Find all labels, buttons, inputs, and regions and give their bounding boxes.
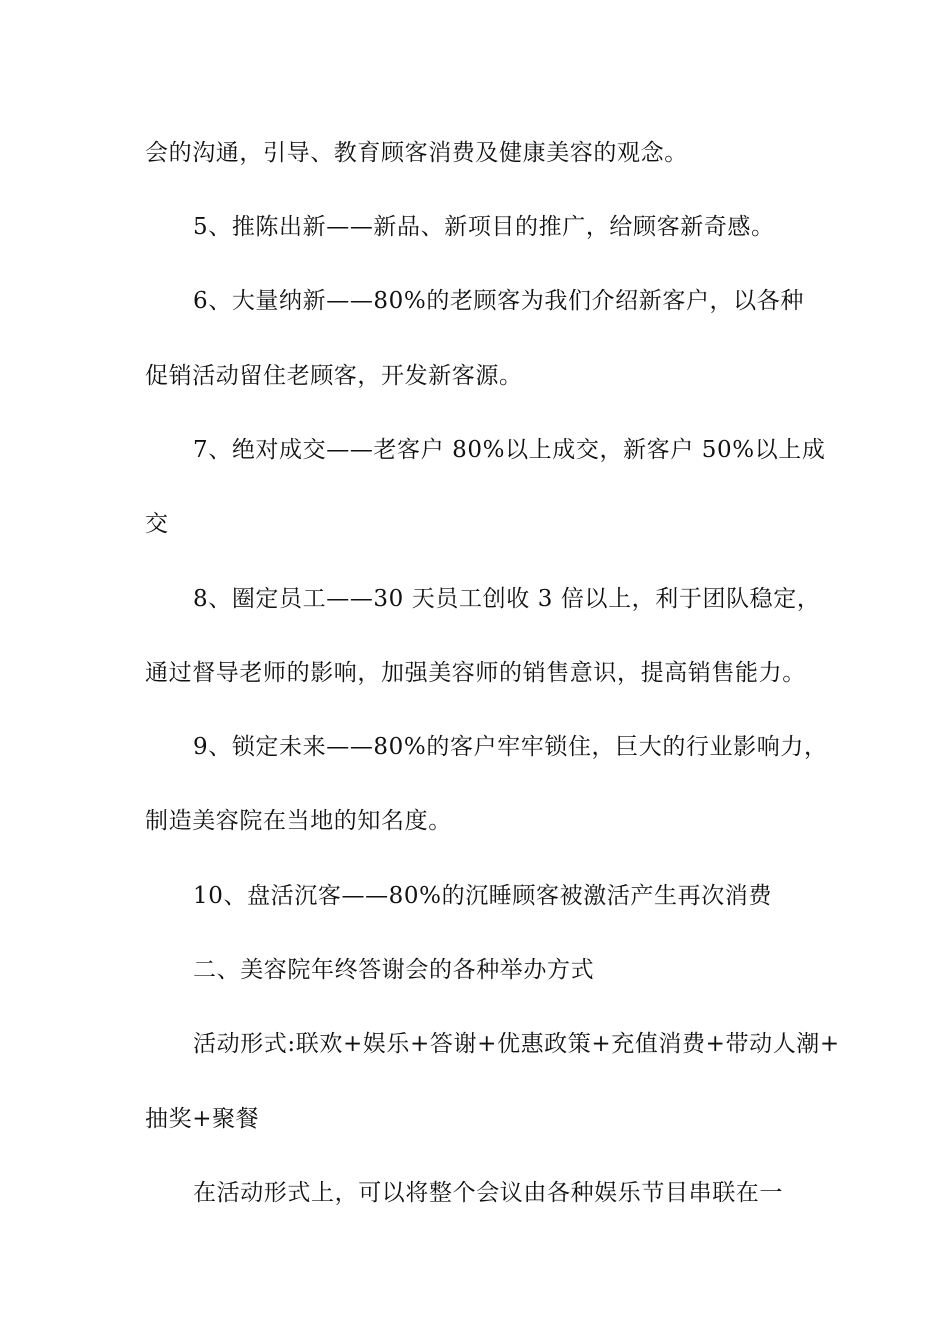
text-line-4: 促销活动留住老顾客，开发新客源。 <box>145 363 523 389</box>
text-line-15: 在活动形式上，可以将整个会议由各种娱乐节目串联在一 <box>193 1180 783 1206</box>
text-line-3: 6、大量纳新——80%的老顾客为我们介绍新客户，以各种 <box>193 288 804 314</box>
text-line-13: 活动形式:联欢+娱乐+答谢+优惠政策+充值消费+带动人潮+ <box>193 1031 840 1057</box>
text-line-10: 制造美容院在当地的知名度。 <box>145 808 452 834</box>
text-line-1: 会的沟通，引导、教育顾客消费及健康美容的观念。 <box>145 140 688 166</box>
text-line-8: 通过督导老师的影响，加强美容师的销售意识，提高销售能力。 <box>145 660 806 686</box>
text-line-7: 8、圈定员工——30 天员工创收 3 倍以上，利于团队稳定， <box>193 586 821 612</box>
text-line-14: 抽奖+聚餐 <box>145 1106 260 1132</box>
text-line-6: 交 <box>145 511 169 537</box>
text-line-2: 5、推陈出新——新品、新项目的推广，给顾客新奇感。 <box>193 214 775 240</box>
text-line-9: 9、锁定未来——80%的客户牢牢锁住，巨大的行业影响力， <box>193 734 828 760</box>
section-heading: 二、美容院年终答谢会的各种举办方式 <box>193 957 595 983</box>
text-line-11: 10、盘活沉客——80%的沉睡顾客被激活产生再次消费 <box>193 883 772 909</box>
text-line-5: 7、绝对成交——老客户 80%以上成交，新客户 50%以上成 <box>193 437 826 463</box>
